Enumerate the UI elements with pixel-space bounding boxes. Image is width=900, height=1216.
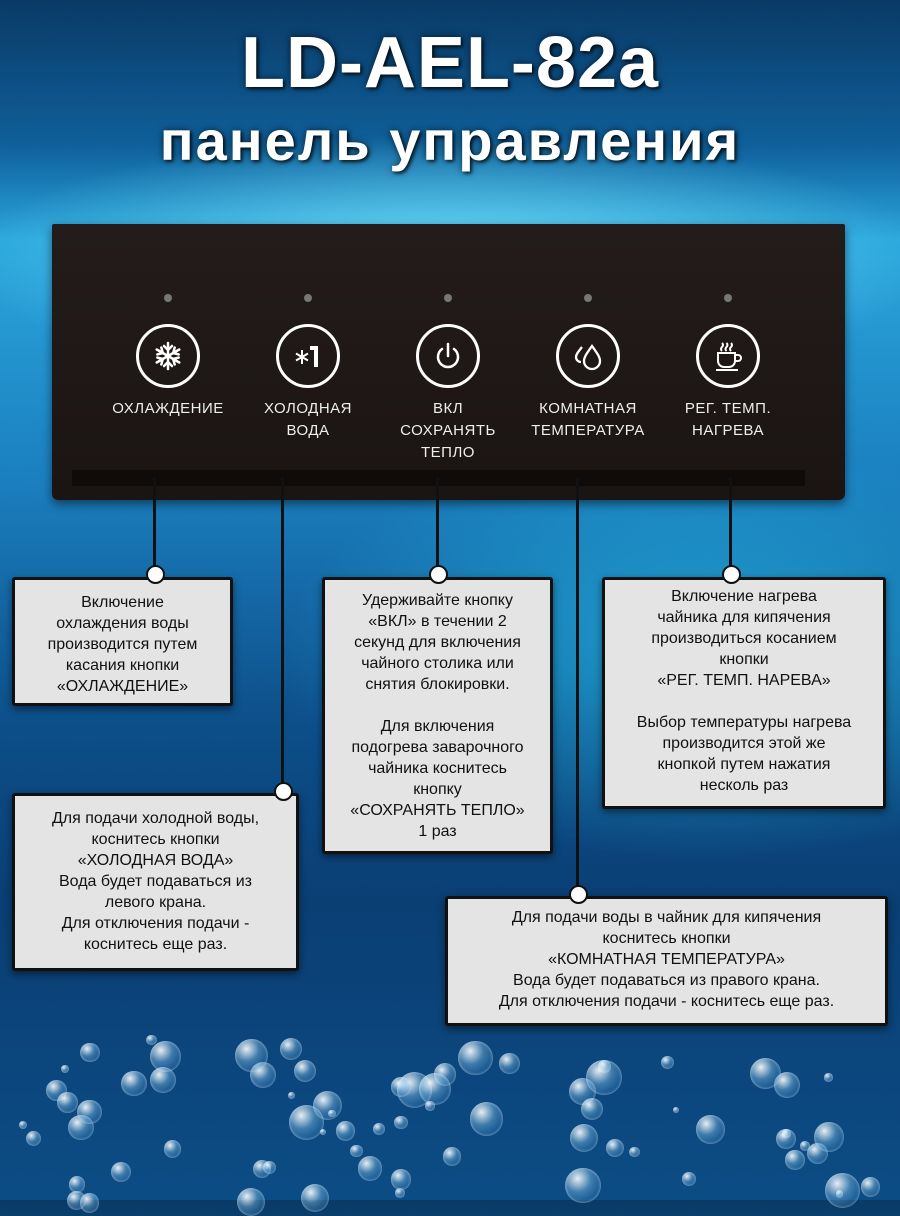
bubble <box>111 1162 131 1182</box>
bubble <box>586 1060 622 1096</box>
bubble <box>350 1145 362 1157</box>
bubble <box>320 1129 326 1135</box>
callout-line: охлаждения воды <box>56 615 189 632</box>
bubble <box>419 1073 452 1106</box>
button-label: ТЕМПЕРАТУРА <box>531 422 645 439</box>
connector-line <box>436 478 439 573</box>
bubble <box>280 1038 302 1060</box>
bubble <box>80 1043 100 1063</box>
callout-cold-water <box>12 793 299 971</box>
callout-line: кнопки <box>719 651 769 668</box>
callout-line: несколь раз <box>699 777 789 794</box>
callout-cooling <box>12 577 233 706</box>
bubble <box>606 1139 624 1157</box>
callout-line: Для подачи холодной воды, <box>51 810 260 827</box>
callout-line: левого крана. <box>104 894 207 911</box>
button-label: ОХЛАЖДЕНИЕ <box>112 400 224 417</box>
button-label: КОМНАТНАЯ <box>539 400 637 417</box>
indicator-led <box>724 294 732 302</box>
callout-line: Включение нагрева <box>671 588 817 605</box>
bubble <box>391 1077 411 1097</box>
callout-line: кнопку <box>413 781 462 798</box>
bubble <box>263 1161 276 1174</box>
button-label: ХОЛОДНАЯ <box>263 400 353 417</box>
control-panel <box>52 224 845 500</box>
bubble <box>294 1060 316 1082</box>
callout-line: чайного столика или <box>361 655 514 672</box>
bubble <box>458 1041 493 1076</box>
connector-line <box>576 478 579 893</box>
bubble <box>570 1124 598 1152</box>
power-keep-warm-button[interactable] <box>378 294 518 464</box>
callout-line: Удерживайте кнопку <box>362 592 513 609</box>
callout-line: Для отключения подачи - <box>61 915 250 932</box>
power-icon <box>431 339 465 373</box>
bubble <box>288 1092 295 1099</box>
bubble <box>235 1039 268 1072</box>
bubble <box>682 1172 696 1186</box>
snowflake-icon <box>151 339 185 373</box>
bubble <box>289 1105 324 1140</box>
bubble <box>26 1131 41 1146</box>
connector-line <box>729 478 732 573</box>
indicator-led <box>164 294 172 302</box>
callout-line: производится этой же <box>662 735 826 752</box>
connector-dot <box>146 565 165 584</box>
room-temperature-button[interactable] <box>518 294 658 442</box>
callout-line: «ВКЛ» в течении 2 <box>368 613 507 630</box>
bubble <box>358 1156 382 1180</box>
bubble <box>443 1147 461 1165</box>
callout-line: Для отключения подачи - коснитесь еще раз. <box>498 993 835 1010</box>
cold-water-icon <box>291 339 325 373</box>
indicator-led <box>444 294 452 302</box>
connector-line <box>281 478 284 790</box>
callout-room-temperature <box>445 896 888 1026</box>
bubble <box>629 1147 640 1158</box>
bubble <box>776 1129 796 1149</box>
bubble <box>565 1168 601 1204</box>
callout-line: коснитесь кнопки <box>91 831 220 848</box>
callout-line: подогрева заварочного <box>351 739 524 756</box>
bubble <box>824 1073 832 1081</box>
callout-line: снятия блокировки. <box>365 676 510 693</box>
button-label: ВКЛ <box>432 400 464 417</box>
bubble <box>391 1169 412 1190</box>
cold-water-button[interactable] <box>238 294 378 442</box>
callout-line: Для включения <box>380 718 495 735</box>
bubble <box>373 1123 385 1135</box>
bubble <box>67 1191 86 1210</box>
cooling-button[interactable] <box>98 294 238 420</box>
bubble <box>77 1100 102 1125</box>
callout-line: «РЕГ. ТЕМП. НАРЕВА» <box>657 672 831 689</box>
connector-dot <box>429 565 448 584</box>
bubble <box>470 1102 503 1135</box>
bubble <box>336 1121 355 1140</box>
spacer <box>331 695 544 716</box>
bubble <box>785 1150 804 1169</box>
callout-line: производится путем <box>47 636 198 653</box>
indicator-led <box>584 294 592 302</box>
callout-line: чайника для кипячения <box>657 609 831 626</box>
callout-line: «СОХРАНЯТЬ ТЕПЛО» <box>350 802 525 819</box>
bubble <box>164 1140 182 1158</box>
callout-line: касания кнопки <box>65 657 180 674</box>
bubble <box>825 1173 860 1208</box>
bubble <box>19 1121 27 1129</box>
callout-line: «ХОЛОДНАЯ ВОДА» <box>77 852 234 869</box>
callout-line: секунд для включения <box>354 634 521 651</box>
bubble <box>146 1035 156 1045</box>
spacer <box>611 691 877 712</box>
button-label: ВОДА <box>286 422 330 439</box>
bubble <box>861 1177 881 1197</box>
connector-dot <box>274 782 293 801</box>
button-label: ТЕПЛО <box>421 444 475 461</box>
callout-line: «ОХЛАЖДЕНИЕ» <box>56 678 189 695</box>
bubble <box>814 1122 844 1152</box>
bubble <box>328 1110 336 1118</box>
callout-line: Вода будет подаваться из правого крана. <box>513 972 820 989</box>
page-title: LD-AEL-82a <box>240 23 660 103</box>
bubble <box>61 1065 69 1073</box>
bubble <box>394 1116 407 1129</box>
indicator-led <box>304 294 312 302</box>
bubble <box>121 1071 147 1097</box>
bubble <box>150 1067 176 1093</box>
page-subtitle: панель управления <box>159 109 741 172</box>
bubble <box>696 1115 725 1144</box>
bubble <box>57 1092 78 1113</box>
connector-dot <box>722 565 741 584</box>
callout-line: Включение <box>81 594 164 611</box>
callout-line: 1 раз <box>418 823 457 840</box>
connector-dot <box>569 885 588 904</box>
button-label: НАГРЕВА <box>692 422 764 439</box>
callout-line: чайника коснитесь <box>368 760 507 777</box>
bubble <box>237 1188 265 1216</box>
button-label: РЕГ. ТЕМП. <box>684 400 772 417</box>
heating-temperature-button[interactable] <box>658 294 798 442</box>
callout-line: Вода будет подаваться из <box>58 873 252 890</box>
callout-line: «КОМНАТНАЯ ТЕМПЕРАТУРА» <box>548 951 785 968</box>
bubble <box>661 1056 674 1069</box>
callout-line: кнопкой путем нажатия <box>657 756 831 773</box>
callout-heating <box>602 577 886 809</box>
hot-cup-icon <box>711 339 745 373</box>
button-label: СОХРАНЯТЬ <box>400 422 496 439</box>
bubble <box>581 1098 604 1121</box>
bubble <box>499 1053 520 1074</box>
callout-line: коснитесь еще раз. <box>83 936 228 953</box>
bubble <box>425 1101 434 1110</box>
callout-line: производиться косанием <box>651 630 837 647</box>
callout-power-keep-warm <box>322 577 553 854</box>
bubble <box>301 1184 329 1212</box>
callout-line: Для подачи воды в чайник для кипячения <box>511 909 822 926</box>
connector-line <box>153 478 156 573</box>
bubble <box>673 1107 679 1113</box>
callout-line: коснитесь кнопки <box>602 930 731 947</box>
callout-line: Выбор температуры нагрева <box>636 714 852 731</box>
water-drops-icon <box>571 339 605 373</box>
